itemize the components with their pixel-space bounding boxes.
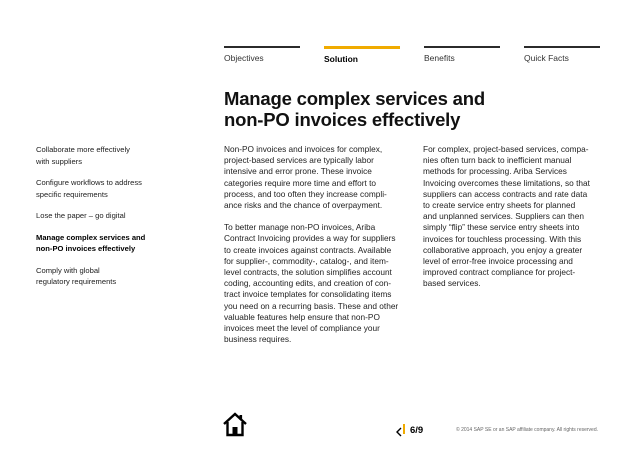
body-text-line: you need on a recurring basis. These and other	[224, 300, 399, 311]
body-text-line: methods for processing. Ariba Services	[423, 166, 567, 177]
body-text-line: To better manage non-PO invoices, Ariba	[224, 222, 376, 233]
body-text-line: based services.	[423, 278, 481, 289]
body-paragraph	[423, 144, 609, 290]
body-text-line: process, and too often they increase compli-	[224, 188, 387, 199]
body-text-line: project-based services are typically labor	[224, 155, 374, 166]
sidebar-item-label: with suppliers	[36, 156, 83, 166]
tab-label: Benefits	[424, 53, 455, 63]
sidebar-item-label: Manage complex services and	[36, 232, 146, 242]
body-text-line: for supplier-, commodity-, catalog-, and item-	[224, 255, 389, 266]
body-text-line: invoices meet the level of compliance your	[224, 323, 380, 334]
tab-label: Solution	[324, 54, 358, 64]
body-text-line: simply “flip” these service entry sheets into	[423, 222, 580, 233]
body-text-line: Contract Invoicing provides a way for suppliers	[224, 233, 396, 244]
tab-solution[interactable]	[324, 46, 400, 66]
home-button[interactable]	[222, 411, 248, 437]
sidebar-item[interactable]	[36, 265, 186, 288]
chevron-left-icon	[396, 427, 402, 437]
sidebar-item-label: Configure workflows to address	[36, 178, 142, 187]
body-text-line: business requires.	[224, 334, 292, 345]
page-title-line: non-PO invoices effectively	[224, 109, 461, 130]
sidebar-item[interactable]	[36, 144, 186, 167]
body-paragraph	[224, 222, 410, 345]
tab-indicator	[224, 46, 300, 48]
prev-page-button[interactable]	[396, 424, 402, 434]
tab-label: Objectives	[224, 53, 264, 63]
copyright-notice: © 2014 SAP SE or an SAP affiliate company. All rights reserved.	[456, 427, 599, 433]
sidebar-item-label: Collaborate more effectively	[36, 145, 130, 154]
body-text-line: invoices for touchless processing. With this	[423, 233, 582, 244]
tab-benefits[interactable]	[424, 46, 500, 66]
body-text-line: valuable features help ensure that non-PO	[224, 311, 380, 322]
body-text-line: level of error-free invoice processing and	[423, 256, 573, 267]
body-column-right	[423, 144, 609, 301]
body-text-line: categories require more time and effort to	[224, 177, 377, 188]
body-text-line: to create invoices against contracts. Available	[224, 244, 392, 255]
page-title-line: Manage complex services and	[224, 88, 485, 109]
body-paragraph	[224, 144, 410, 211]
body-text-line: and unplanned services. Suppliers can then	[423, 211, 584, 222]
sidebar-item[interactable]	[36, 232, 186, 255]
body-text-line: intensive and error prone. These invoice	[224, 166, 372, 177]
top-tabs	[224, 46, 600, 66]
body-text-line: tract invoice templates for consolidating items	[224, 289, 392, 300]
page-number-text: 6/9	[410, 425, 424, 436]
body-text-line: suppliers can access contracts and rate data	[423, 188, 588, 199]
tab-indicator	[524, 46, 600, 48]
tab-objectives[interactable]	[224, 46, 300, 66]
page-accent-bar	[403, 424, 405, 434]
page-number	[403, 424, 423, 436]
body-text-line: level contracts, the solution simplifies account	[224, 267, 392, 278]
tab-indicator	[324, 46, 400, 49]
tab-label: Quick Facts	[524, 53, 569, 63]
body-column-left	[224, 144, 410, 356]
body-text-line: nies often turn back to inefficient manual	[423, 155, 572, 166]
sidebar-item-label: Lose the paper – go digital	[36, 211, 126, 220]
body-text-line: collaborative approach, you enjoy a greater	[423, 244, 583, 255]
sidebar-item[interactable]	[36, 210, 186, 222]
sidebar-item-label: Comply with global	[36, 265, 100, 275]
body-text-line: coding, accounting edits, and creation of con-	[224, 278, 391, 289]
home-icon	[222, 411, 248, 437]
tab-quick-facts[interactable]	[524, 46, 600, 66]
sidebar-item[interactable]	[36, 177, 186, 200]
body-text-line: Non-PO invoices and invoices for complex,	[224, 144, 383, 154]
body-text-line: to create service entry sheets for planned	[423, 200, 576, 211]
sidebar-item-label: regulatory requirements	[36, 277, 117, 286]
sidebar-item-label: non-PO invoices effectively	[36, 244, 136, 253]
body-text-line: ance risks and the chance of overpayment.	[224, 200, 383, 211]
body-text-line: Invoicing overcomes these limitations, so that	[423, 177, 590, 188]
sidebar-nav	[36, 144, 186, 298]
body-text-line: improved contract compliance for project-	[423, 267, 576, 278]
page-title	[224, 88, 614, 130]
tab-indicator	[424, 46, 500, 48]
sidebar-item-label: specific requirements	[36, 189, 108, 199]
body-text-line: For complex, project-based services, compa-	[423, 144, 589, 154]
